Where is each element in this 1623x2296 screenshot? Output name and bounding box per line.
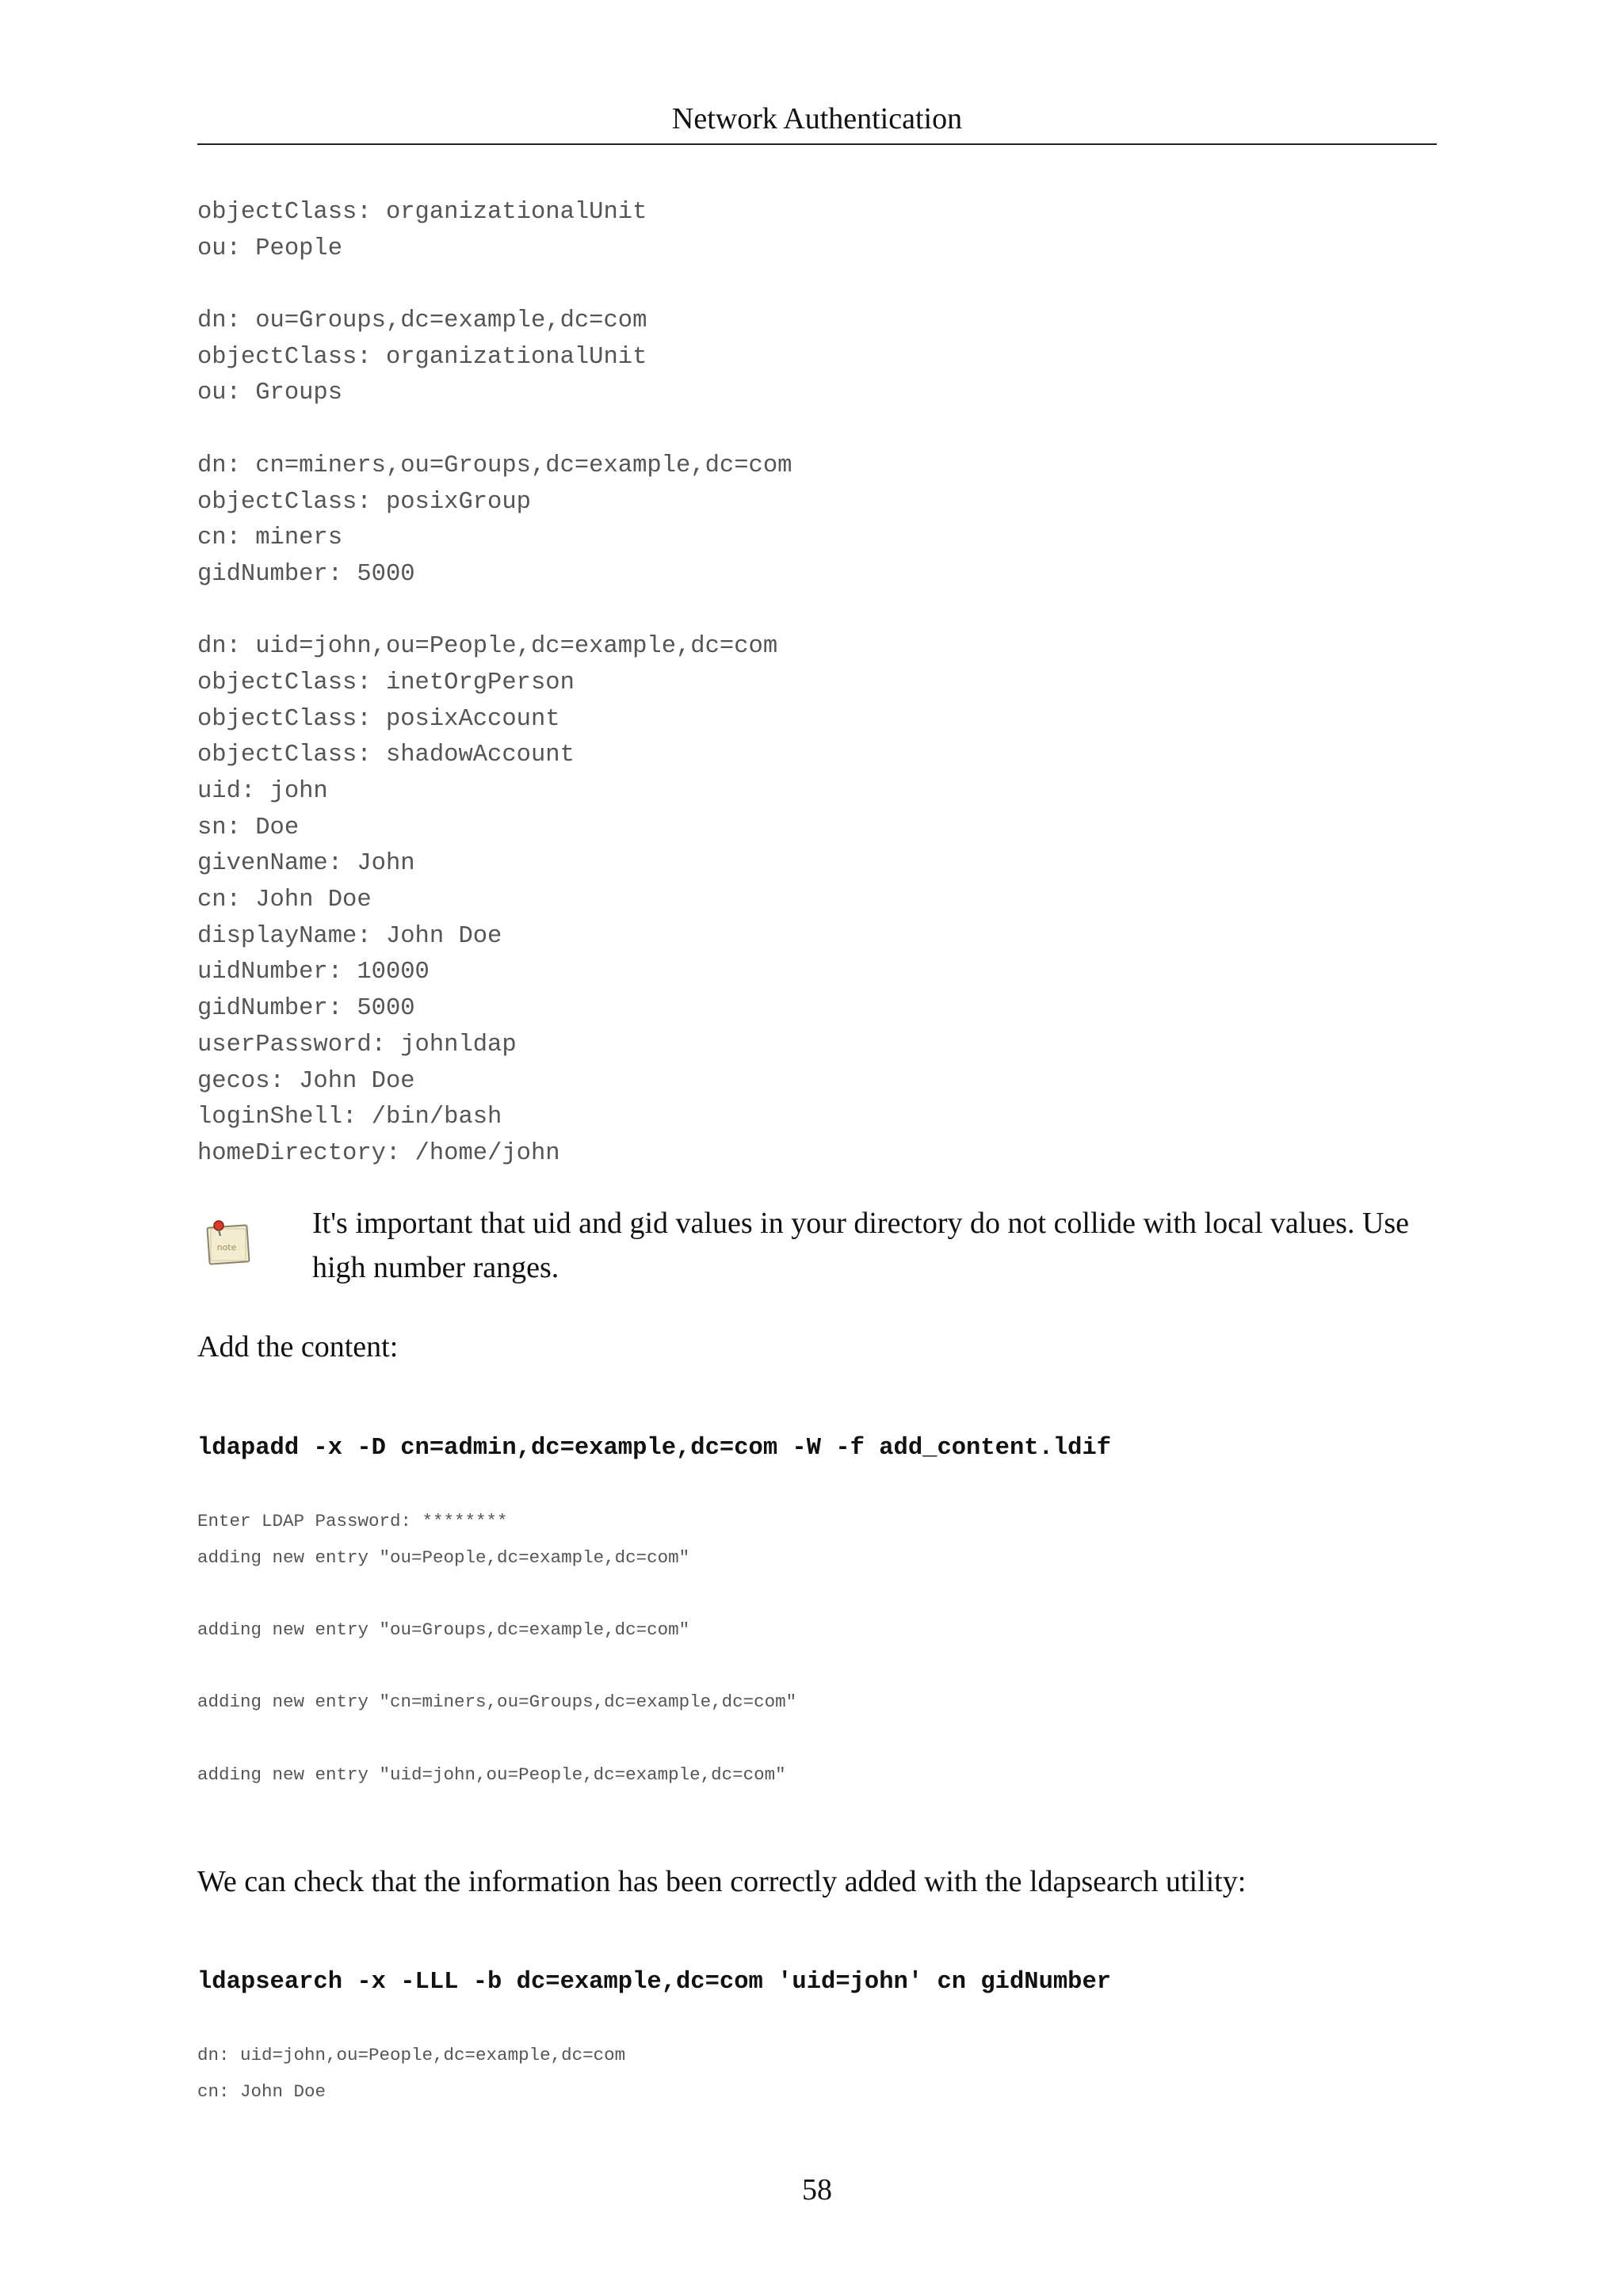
code-line: objectClass: posixAccount: [197, 705, 560, 733]
note-icon-label: note: [216, 1242, 237, 1253]
code-line: objectClass: organizationalUnit: [197, 199, 647, 226]
code-line: dn: ou=Groups,dc=example,dc=com: [197, 307, 647, 335]
note-text: It's important that uid and gid values in your directory do not collide with local values. Use high number ranges.: [312, 1207, 1410, 1284]
code-line: gidNumber: 5000: [197, 560, 415, 588]
code-line: objectClass: posixGroup: [197, 488, 531, 516]
code-line: userPassword: johnldap: [197, 1031, 517, 1058]
output-line: Enter LDAP Password: ********: [197, 1511, 508, 1531]
code-line: [197, 412, 792, 448]
output-line: [197, 1576, 796, 1612]
output-line: dn: uid=john,ou=People,dc=example,dc=com: [197, 2045, 626, 2065]
code-line: uid: john: [197, 778, 328, 805]
code-line: [197, 267, 792, 303]
output-line: [197, 1649, 796, 1685]
page-number: 58: [802, 2173, 832, 2206]
code-line: givenName: John: [197, 850, 415, 878]
add-content-intro: Add the content:: [197, 1330, 399, 1363]
output-line: [197, 1721, 796, 1757]
note-icon: [205, 1219, 253, 1268]
ldapadd-output: [197, 1504, 796, 1794]
ldapadd-command: ldapadd -x -D cn=admin,dc=example,dc=com -W -f add_content.ldif: [197, 1435, 1112, 1462]
code-line: cn: miners: [197, 524, 343, 552]
code-line: displayName: John Doe: [197, 922, 502, 950]
check-intro: We can check that the information has been correctly added with the ldapsearch utility:: [197, 1865, 1247, 1898]
code-line: dn: cn=miners,ou=Groups,dc=example,dc=com: [197, 452, 792, 479]
ldapsearch-command: ldapsearch -x -LLL -b dc=example,dc=com 'uid=john' cn gidNumber: [197, 1969, 1112, 1996]
code-line: loginShell: /bin/bash: [197, 1104, 502, 1131]
code-line: objectClass: organizationalUnit: [197, 343, 647, 371]
code-line: [197, 593, 792, 630]
output-line: adding new entry "cn=miners,ou=Groups,dc=example,dc=com": [197, 1691, 797, 1713]
page-header: Network Authentication: [671, 102, 963, 135]
code-line: sn: Doe: [197, 814, 300, 841]
code-line: gecos: John Doe: [197, 1067, 415, 1095]
ldapsearch-output: [197, 2038, 625, 2110]
code-line: dn: uid=john,ou=People,dc=example,dc=com: [197, 633, 778, 661]
output-line: adding new entry "ou=Groups,dc=example,dc=com": [197, 1619, 690, 1641]
code-line: homeDirectory: /home/john: [197, 1139, 560, 1167]
output-line: adding new entry "ou=People,dc=example,dc=com": [197, 1547, 690, 1568]
code-line: cn: John Doe: [197, 887, 372, 914]
code-line: objectClass: shadowAccount: [197, 742, 575, 769]
code-line: objectClass: inetOrgPerson: [197, 669, 575, 696]
header-rule: [197, 143, 1437, 145]
code-line: uidNumber: 10000: [197, 959, 430, 986]
ldif-code-block: [197, 195, 792, 1173]
output-line: adding new entry "uid=john,ou=People,dc=example,dc=com": [197, 1764, 786, 1785]
code-line: ou: People: [197, 235, 343, 262]
code-line: ou: Groups: [197, 379, 343, 407]
code-line: gidNumber: 5000: [197, 995, 415, 1023]
output-line: cn: John Doe: [197, 2081, 327, 2102]
